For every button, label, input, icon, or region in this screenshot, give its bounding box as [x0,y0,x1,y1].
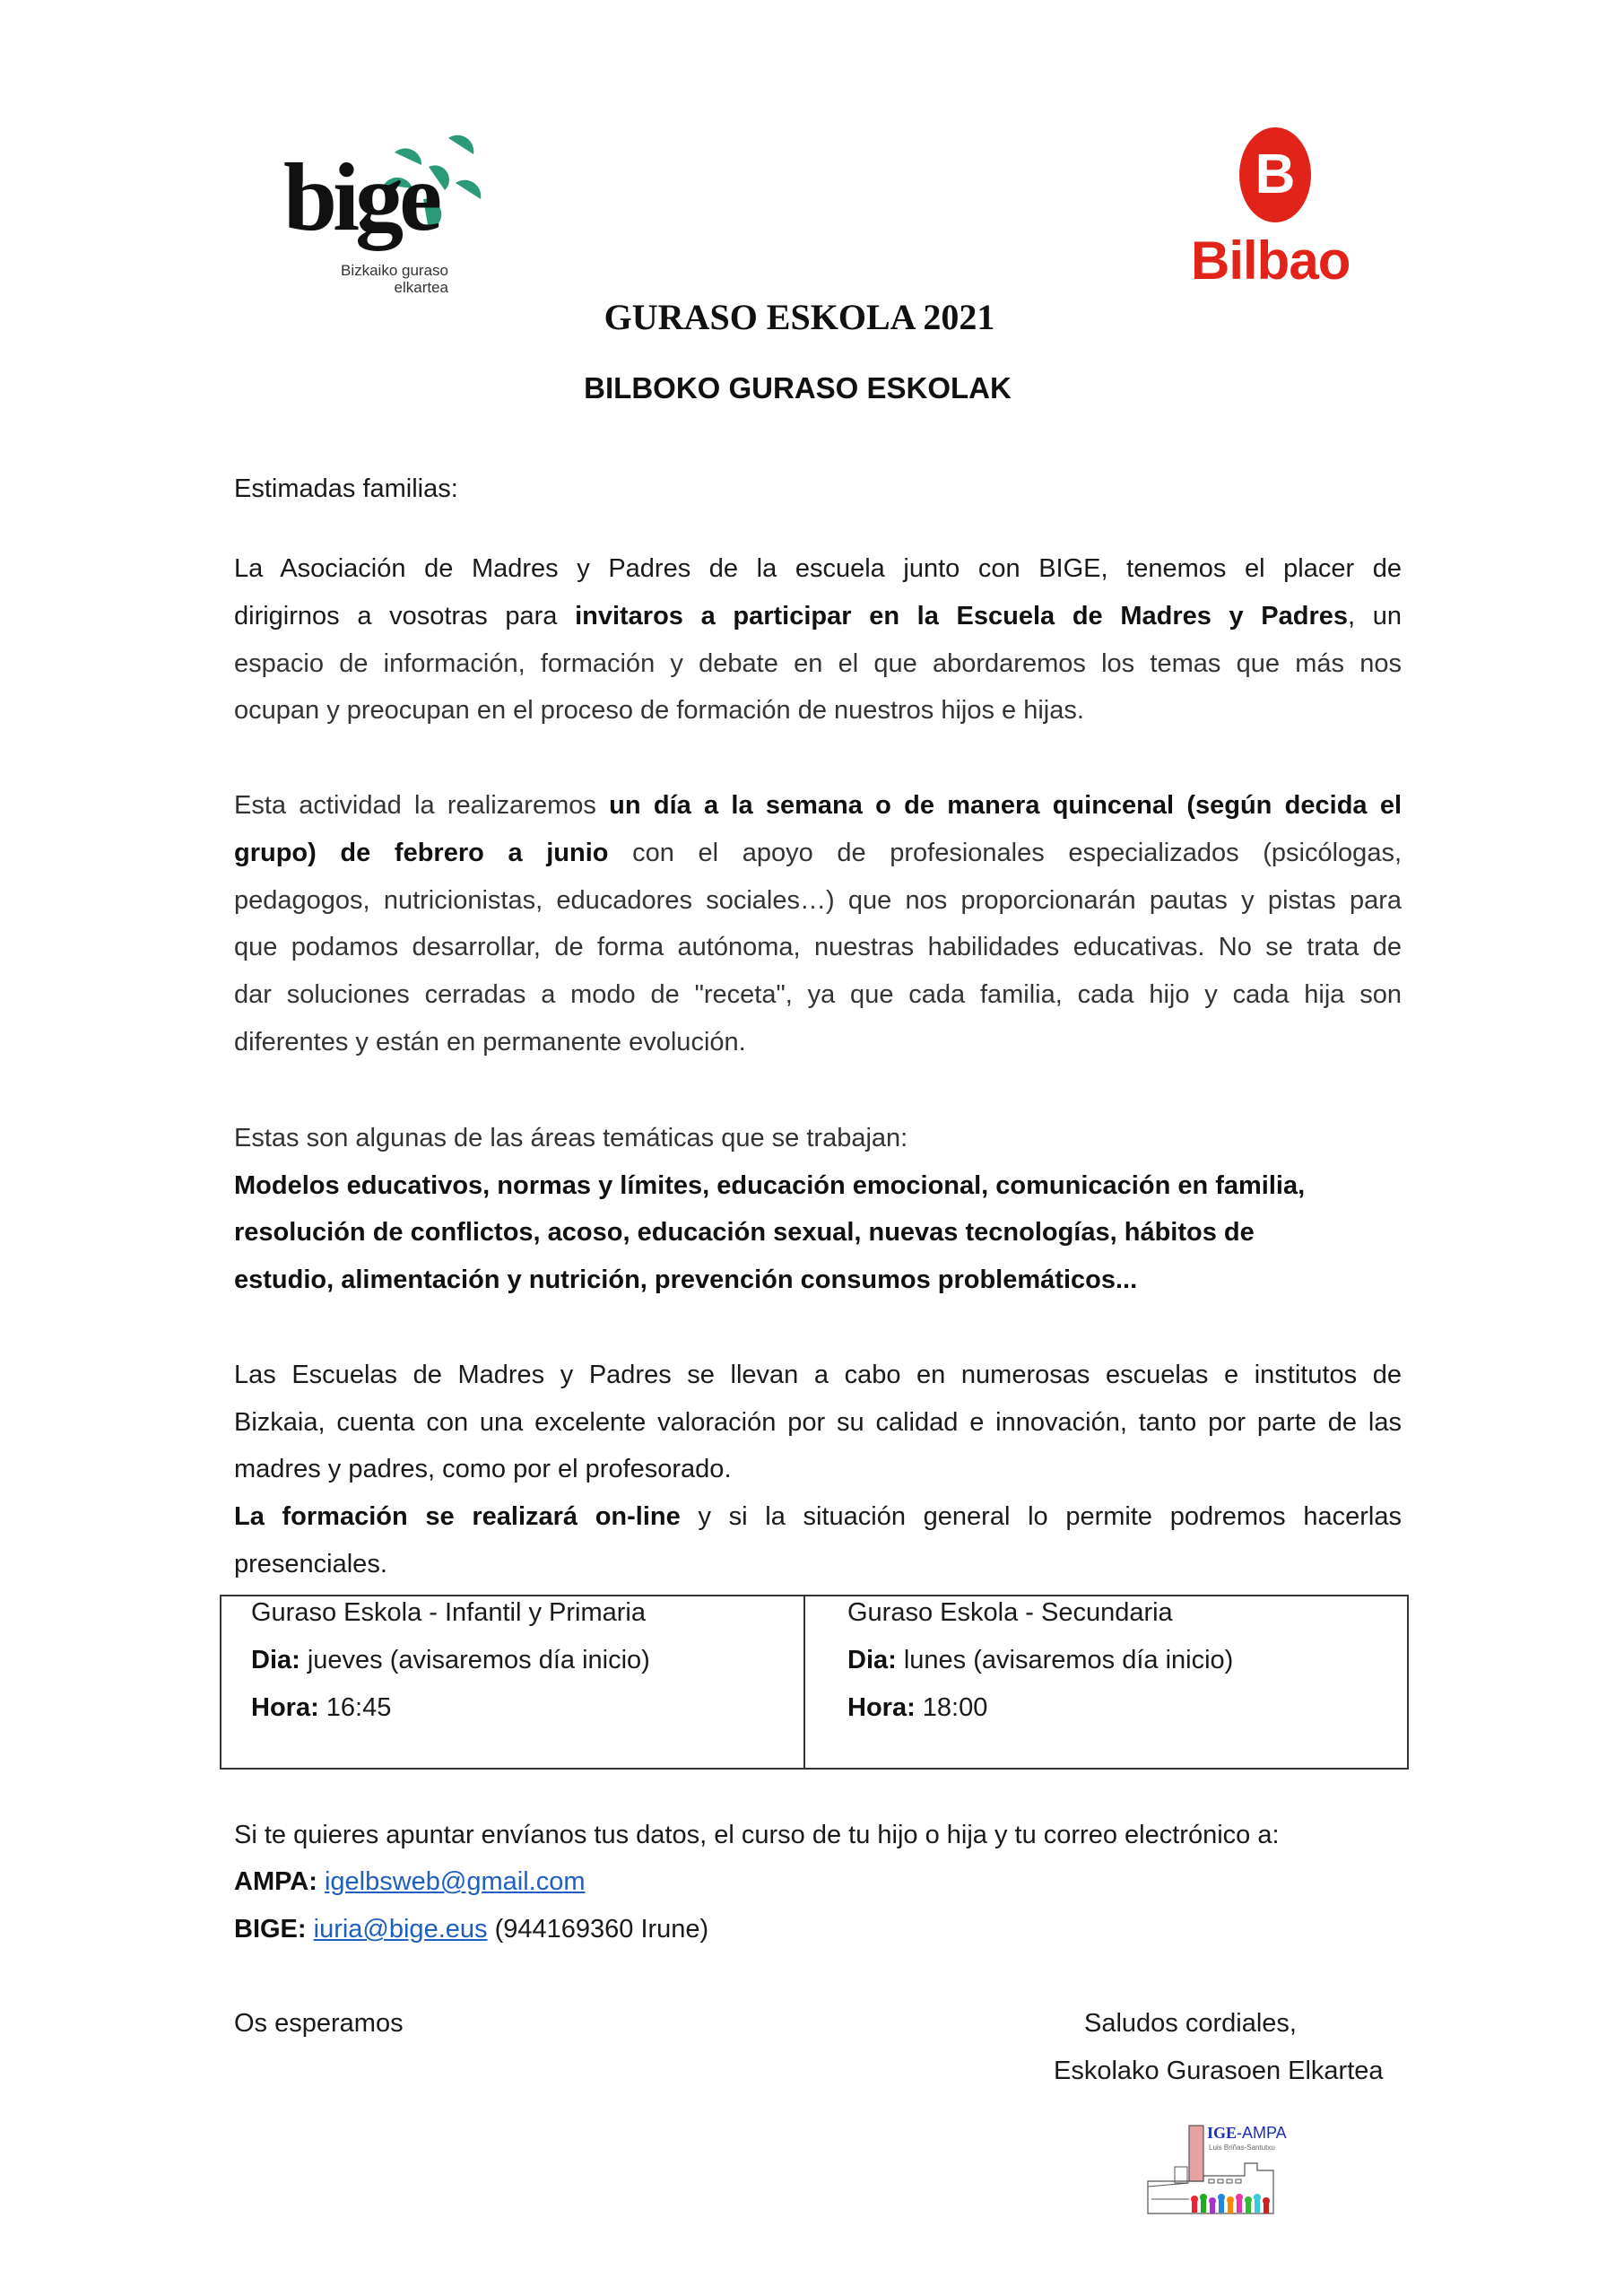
contact-ampa [234,1866,1402,1898]
schedule-cell-secondary [805,1596,1407,1768]
bige-tagline-line1: Bizkaiko guraso [340,262,448,279]
day-label: Dia: [847,1646,897,1674]
p4-line4 [234,1500,1402,1533]
schedule-day [251,1644,650,1676]
p2-line2 [234,837,1402,869]
bige-logo [269,126,538,305]
time-label: Hora: [251,1693,319,1722]
p1-line3: espacio de información, formación y debate en el que abordaremos los temas que más nos [234,649,1402,678]
bige-tagline-line2: elkartea [394,279,448,296]
schedule-time [847,1692,987,1724]
schedule-cell-primary [221,1596,805,1768]
schedule-table [220,1595,1409,1770]
closing-left: Os esperamos [234,2009,404,2038]
ige-ampa-logo [1139,2117,1309,2224]
p2-line6: diferentes y están en permanente evolución. [234,1028,746,1057]
ige-ampa-subtitle: Luis Briñas-Santutxu [1209,2144,1275,2152]
schedule-time [251,1692,391,1724]
time-value: 16:45 [318,1693,392,1722]
p2-line2-text: con el apoyo de profesionales especializados (psicólogas, [608,839,1402,867]
p1-line2-text: dirigirnos a vosotras para [234,602,576,631]
ige-ampa-name-bold: IGE [1207,2124,1238,2142]
closing-salutation: Saludos cordiales, [1084,2009,1297,2038]
page-subtitle: BILBOKO GURASO ESKOLAK [584,371,1012,404]
p1-line2 [234,600,1402,632]
p1-line1: La Asociación de Madres y Padres de la escuela junto con BIGE, tenemos el placer de [234,554,1402,583]
schedule-title: Guraso Eskola - Infantil y Primaria [251,1598,646,1627]
p4-line5: presenciales. [234,1550,387,1578]
greeting: Estimadas familias: [234,474,458,503]
bige-tagline [323,262,448,296]
day-value: jueves (avisaremos día inicio) [300,1646,650,1674]
topics-line2: resolución de conflictos, acoso, educación sexual, nuevas tecnologías, hábitos de [234,1218,1255,1247]
bilbao-wordmark: Bilbao [1191,230,1350,291]
bige-phone: (944169360 Irune) [487,1915,709,1944]
p1-invitation-bold: invitaros a participar en la Escuela de Madres y Padres [575,602,1349,631]
bige-label: BIGE: [234,1915,307,1944]
p1-line4: ocupan y preocupan en el proceso de formación de nuestros hijos e hijas. [234,696,1084,725]
topics-intro: Estas son algunas de las áreas temáticas que se trabajan: [234,1124,908,1152]
p4-line4-text: y si la situación general lo permite podremos hacerlas [680,1502,1402,1531]
bilbao-logo [1175,126,1372,305]
p2-frequency-bold: un día a la semana o de manera quincenal (según decida el [609,791,1402,820]
ampa-email-link[interactable]: igelbsweb@gmail.com [324,1867,586,1896]
p2-period-bold: grupo) de febrero a junio [234,839,609,867]
p1-line2-end: , un [1348,602,1402,631]
p4-online-bold: La formación se realizará on-line [234,1502,681,1531]
p4-line1: Las Escuelas de Madres y Padres se llevan a cabo en numerosas escuelas e institutos de [234,1361,1402,1389]
p2-line3: pedagogos, nutricionistas, educadores sociales…) que nos proporcionarán pautas y pistas para [234,886,1402,915]
p2-line1 [234,789,1402,822]
bige-email-link[interactable]: iuria@bige.eus [313,1915,488,1944]
topics-line3: estudio, alimentación y nutrición, prevención consumos problemáticos... [234,1265,1138,1294]
closing-signature: Eskolako Gurasoen Elkartea [1054,2057,1384,2085]
p2-line4: que podamos desarrollar, de forma autónoma, nuestras habilidades educativas. No se trata de [234,933,1402,961]
ampa-label: AMPA: [234,1867,317,1896]
topics-line1: Modelos educativos, normas y límites, educación emocional, comunicación en familia, [234,1171,1306,1200]
day-label: Dia: [251,1646,300,1674]
p2-line5: dar soluciones cerradas a modo de "receta", ya que cada familia, cada hijo y cada hija son [234,980,1402,1009]
contact-intro: Si te quieres apuntar envíanos tus datos, el curso de tu hijo o hija y tu correo electrónico a: [234,1821,1280,1849]
schedule-title: Guraso Eskola - Secundaria [847,1598,1173,1627]
p2-line1-text: Esta actividad la realizaremos [234,791,610,820]
ige-ampa-name [1207,2124,1287,2142]
contact-bige [234,1913,1402,1945]
day-value: lunes (avisaremos día inicio) [896,1646,1234,1674]
ige-ampa-name-rest: -AMPA [1237,2124,1287,2142]
bige-wordmark: bige [283,144,439,251]
time-value: 18:00 [915,1693,988,1722]
bilbao-b-letter: B [1255,144,1296,205]
p4-line3: madres y padres, como por el profesorado. [234,1455,732,1483]
page-title: GURASO ESKOLA 2021 [604,297,995,337]
schedule-day [847,1644,1233,1676]
p4-line2: Bizkaia, cuenta con una excelente valoración por su calidad e innovación, tanto por parte de las [234,1408,1402,1437]
time-label: Hora: [847,1693,916,1722]
